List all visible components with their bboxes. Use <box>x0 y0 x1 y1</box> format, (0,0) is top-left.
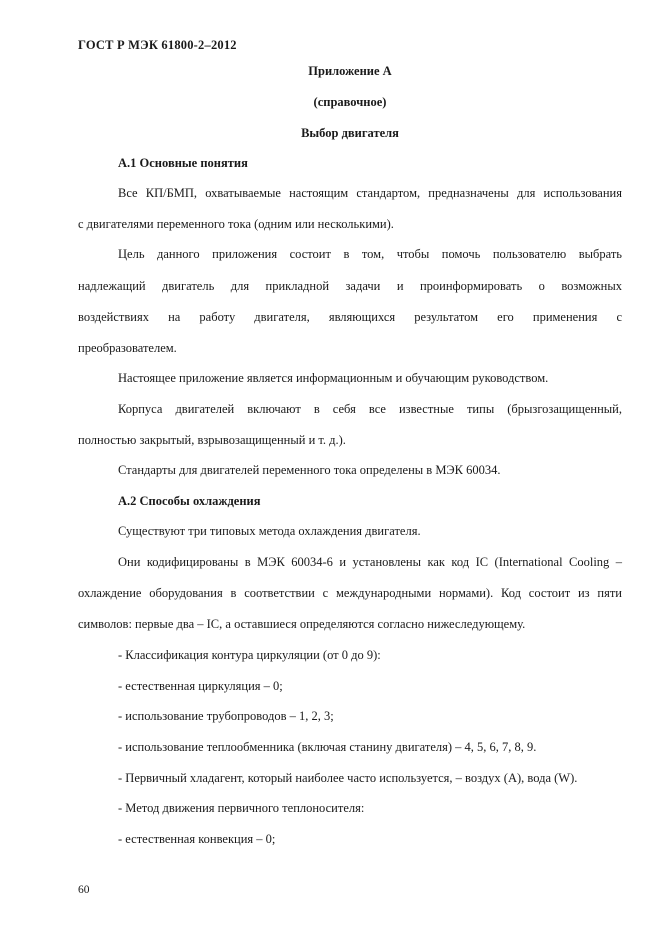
paragraph-line: с двигателями переменного тока (одним или несколькими). <box>78 217 394 231</box>
paragraph-line: символов: первые два – IC, а оставшиеся определяются согласно нижеследующему. <box>78 617 526 631</box>
paragraph-line: Они кодифицированы в МЭК 60034-6 и установлены как код IC (International Cooling – <box>118 555 622 569</box>
list-item: - Первичный хладагент, который наиболее часто используется, – воздух (А), вода (W). <box>118 771 578 785</box>
standard-code: ГОСТ Р МЭК 61800-2–2012 <box>78 38 237 52</box>
paragraph-line: полностью закрытый, взрывозащищенный и т. д.). <box>78 433 346 447</box>
list-item: - Классификация контура циркуляции (от 0 до 9): <box>118 648 381 662</box>
paragraph-line: охлаждение оборудования в соответствии с международными нормами). Код состоит из пяти <box>78 586 622 600</box>
list-item: - Метод движения первичного теплоносителя: <box>118 801 365 815</box>
appendix-subject: Выбор двигателя <box>301 126 399 140</box>
appendix-status: (справочное) <box>313 95 387 109</box>
paragraph-line: надлежащий двигатель для прикладной задачи и проинформировать о возможных <box>78 279 622 293</box>
paragraph-line: Настоящее приложение является информационным и обучающим руководством. <box>118 371 549 385</box>
paragraph-line: Все КП/БМП, охватываемые настоящим стандартом, предназначены для использования <box>118 186 622 200</box>
section-heading-a1: А.1 Основные понятия <box>118 156 248 170</box>
list-item: - естественная конвекция – 0; <box>118 832 276 846</box>
paragraph-line: Существуют три типовых метода охлаждения двигателя. <box>118 524 421 538</box>
appendix-title: Приложение А <box>308 64 392 78</box>
paragraph-line: Цель данного приложения состоит в том, чтобы помочь пользователю выбрать <box>118 247 622 261</box>
paragraph-line: Стандарты для двигателей переменного тока определены в МЭК 60034. <box>118 463 501 477</box>
paragraph-line: Корпуса двигателей включают в себя все известные типы (брызгозащищенный, <box>118 402 622 416</box>
paragraph-line: преобразователем. <box>78 341 177 355</box>
list-item: - использование трубопроводов – 1, 2, 3; <box>118 709 334 723</box>
list-item: - естественная циркуляция – 0; <box>118 679 283 693</box>
section-heading-a2: А.2 Способы охлаждения <box>118 494 261 508</box>
list-item: - использование теплообменника (включая станину двигателя) – 4, 5, 6, 7, 8, 9. <box>118 740 537 754</box>
paragraph-line: воздействиях на работу двигателя, являющихся результатом его применения с <box>78 310 622 324</box>
page-number: 60 <box>78 884 90 896</box>
